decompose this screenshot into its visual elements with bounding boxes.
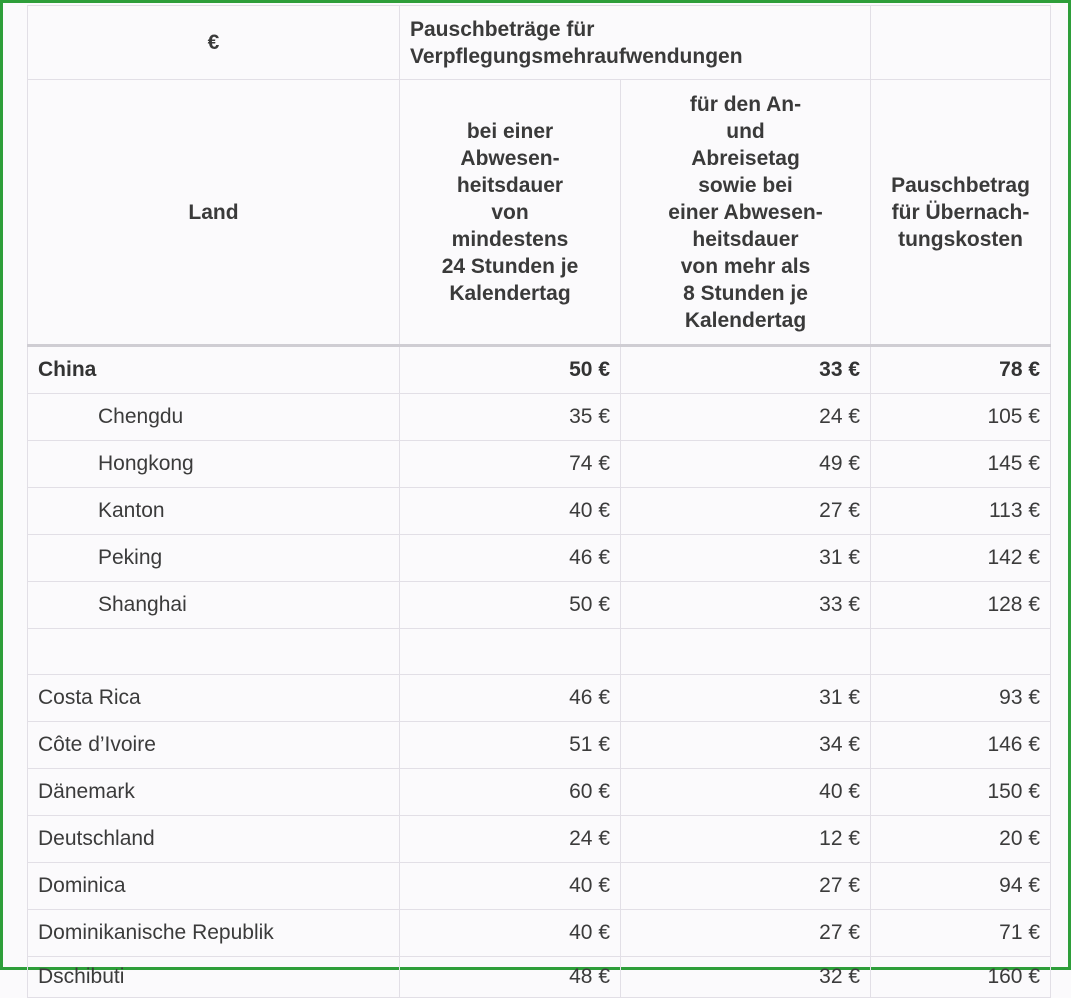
city-cell: Hongkong [28,441,400,488]
h8-cell: 27 € [621,863,871,910]
h8-cell: 24 € [621,394,871,441]
night-cell: 142 € [871,535,1051,582]
h24-cell: 50 € [400,582,621,629]
col-8h-line: und [726,119,765,143]
h24-cell: 51 € [400,722,621,769]
night-cell [871,629,1051,675]
h8-cell: 31 € [621,675,871,722]
col-24h-line: von [491,200,529,224]
table-row-country [28,346,1051,394]
col-8h-line: einer Abwesen- [668,200,823,224]
currency-header: € [28,6,400,80]
h24-cell: 24 € [400,816,621,863]
col-24h-line: heitsdauer [456,173,564,197]
col-24h-line: Kalendertag [449,281,571,305]
night-cell: 78 € [871,346,1051,394]
table-row-country [28,675,1051,722]
h8-cell: 33 € [621,346,871,394]
h8-cell: 27 € [621,488,871,535]
col-24h-line: 24 Stunden je [441,254,579,278]
land-cell: China [28,346,400,394]
table-row-city [28,394,1051,441]
land-cell: Dänemark [28,769,400,816]
city-cell: Kanton [28,488,400,535]
col-8h-line: für den An- [689,92,802,116]
col-8h-line: Kalendertag [684,308,807,332]
land-cell: Dominica [28,863,400,910]
land-cell: Dominikanische Republik [28,910,400,957]
table-row-country [28,863,1051,910]
h8-cell: 33 € [621,582,871,629]
h8-cell: 27 € [621,910,871,957]
h24-cell: 40 € [400,863,621,910]
col-24h-line: mindestens [451,227,569,251]
night-cell: 94 € [871,863,1051,910]
col-24h-header [400,80,621,346]
col-8h-line: sowie bei [698,173,793,197]
night-cell: 146 € [871,722,1051,769]
col-8h-line: heitsdauer [692,227,799,251]
col-night-line: tungskosten [898,227,1023,251]
night-cell: 145 € [871,441,1051,488]
night-cell: 113 € [871,488,1051,535]
col-24h-line: bei einer [466,119,554,143]
table-row-city [28,582,1051,629]
col-8h-line: 8 Stunden je [683,281,808,305]
col-24h-line: Abwesen- [460,146,560,170]
table-row-spacer [28,629,1051,675]
h8-cell: 32 € [621,957,871,998]
col-8h-line: von mehr als [680,254,811,278]
allowance-table [27,5,1051,998]
city-cell: Chengdu [28,394,400,441]
col-night-line: für Übernach- [891,200,1030,224]
h24-cell: 40 € [400,488,621,535]
col-8h-line: Abreisetag [691,146,800,170]
land-cell: Deutschland [28,816,400,863]
group-header: Pauschbeträge für Verpflegungsmehraufwendungen [400,6,871,80]
city-cell: Shanghai [28,582,400,629]
table-row-city [28,441,1051,488]
col-night-header [871,80,1051,346]
h24-cell: 48 € [400,957,621,998]
night-cell: 150 € [871,769,1051,816]
h24-cell: 46 € [400,675,621,722]
table-row-city [28,488,1051,535]
table-row-country [28,910,1051,957]
h24-cell [400,629,621,675]
header-row-1 [28,6,1051,80]
empty-header-cell [871,6,1051,80]
table-row-country [28,816,1051,863]
h24-cell: 35 € [400,394,621,441]
h8-cell: 40 € [621,769,871,816]
land-cell: Costa Rica [28,675,400,722]
land-cell [28,629,400,675]
h8-cell [621,629,871,675]
table-row-country [28,722,1051,769]
night-cell: 20 € [871,816,1051,863]
h8-cell: 31 € [621,535,871,582]
night-cell: 93 € [871,675,1051,722]
night-cell: 105 € [871,394,1051,441]
table-row-country [28,769,1051,816]
h24-cell: 40 € [400,910,621,957]
col-night-line: Pauschbetrag [891,173,1030,197]
col-8h-header [621,80,871,346]
night-cell: 71 € [871,910,1051,957]
land-cell: Côte d’Ivoire [28,722,400,769]
h8-cell: 12 € [621,816,871,863]
city-cell: Peking [28,535,400,582]
table-row-country [28,957,1051,998]
h24-cell: 46 € [400,535,621,582]
header-row-2 [28,80,1051,346]
land-header: Land [28,80,400,346]
table-row-city [28,535,1051,582]
land-cell: Dschibuti [28,957,400,998]
h8-cell: 34 € [621,722,871,769]
night-cell: 128 € [871,582,1051,629]
h24-cell: 74 € [400,441,621,488]
h24-cell: 50 € [400,346,621,394]
h8-cell: 49 € [621,441,871,488]
night-cell: 160 € [871,957,1051,998]
h24-cell: 60 € [400,769,621,816]
